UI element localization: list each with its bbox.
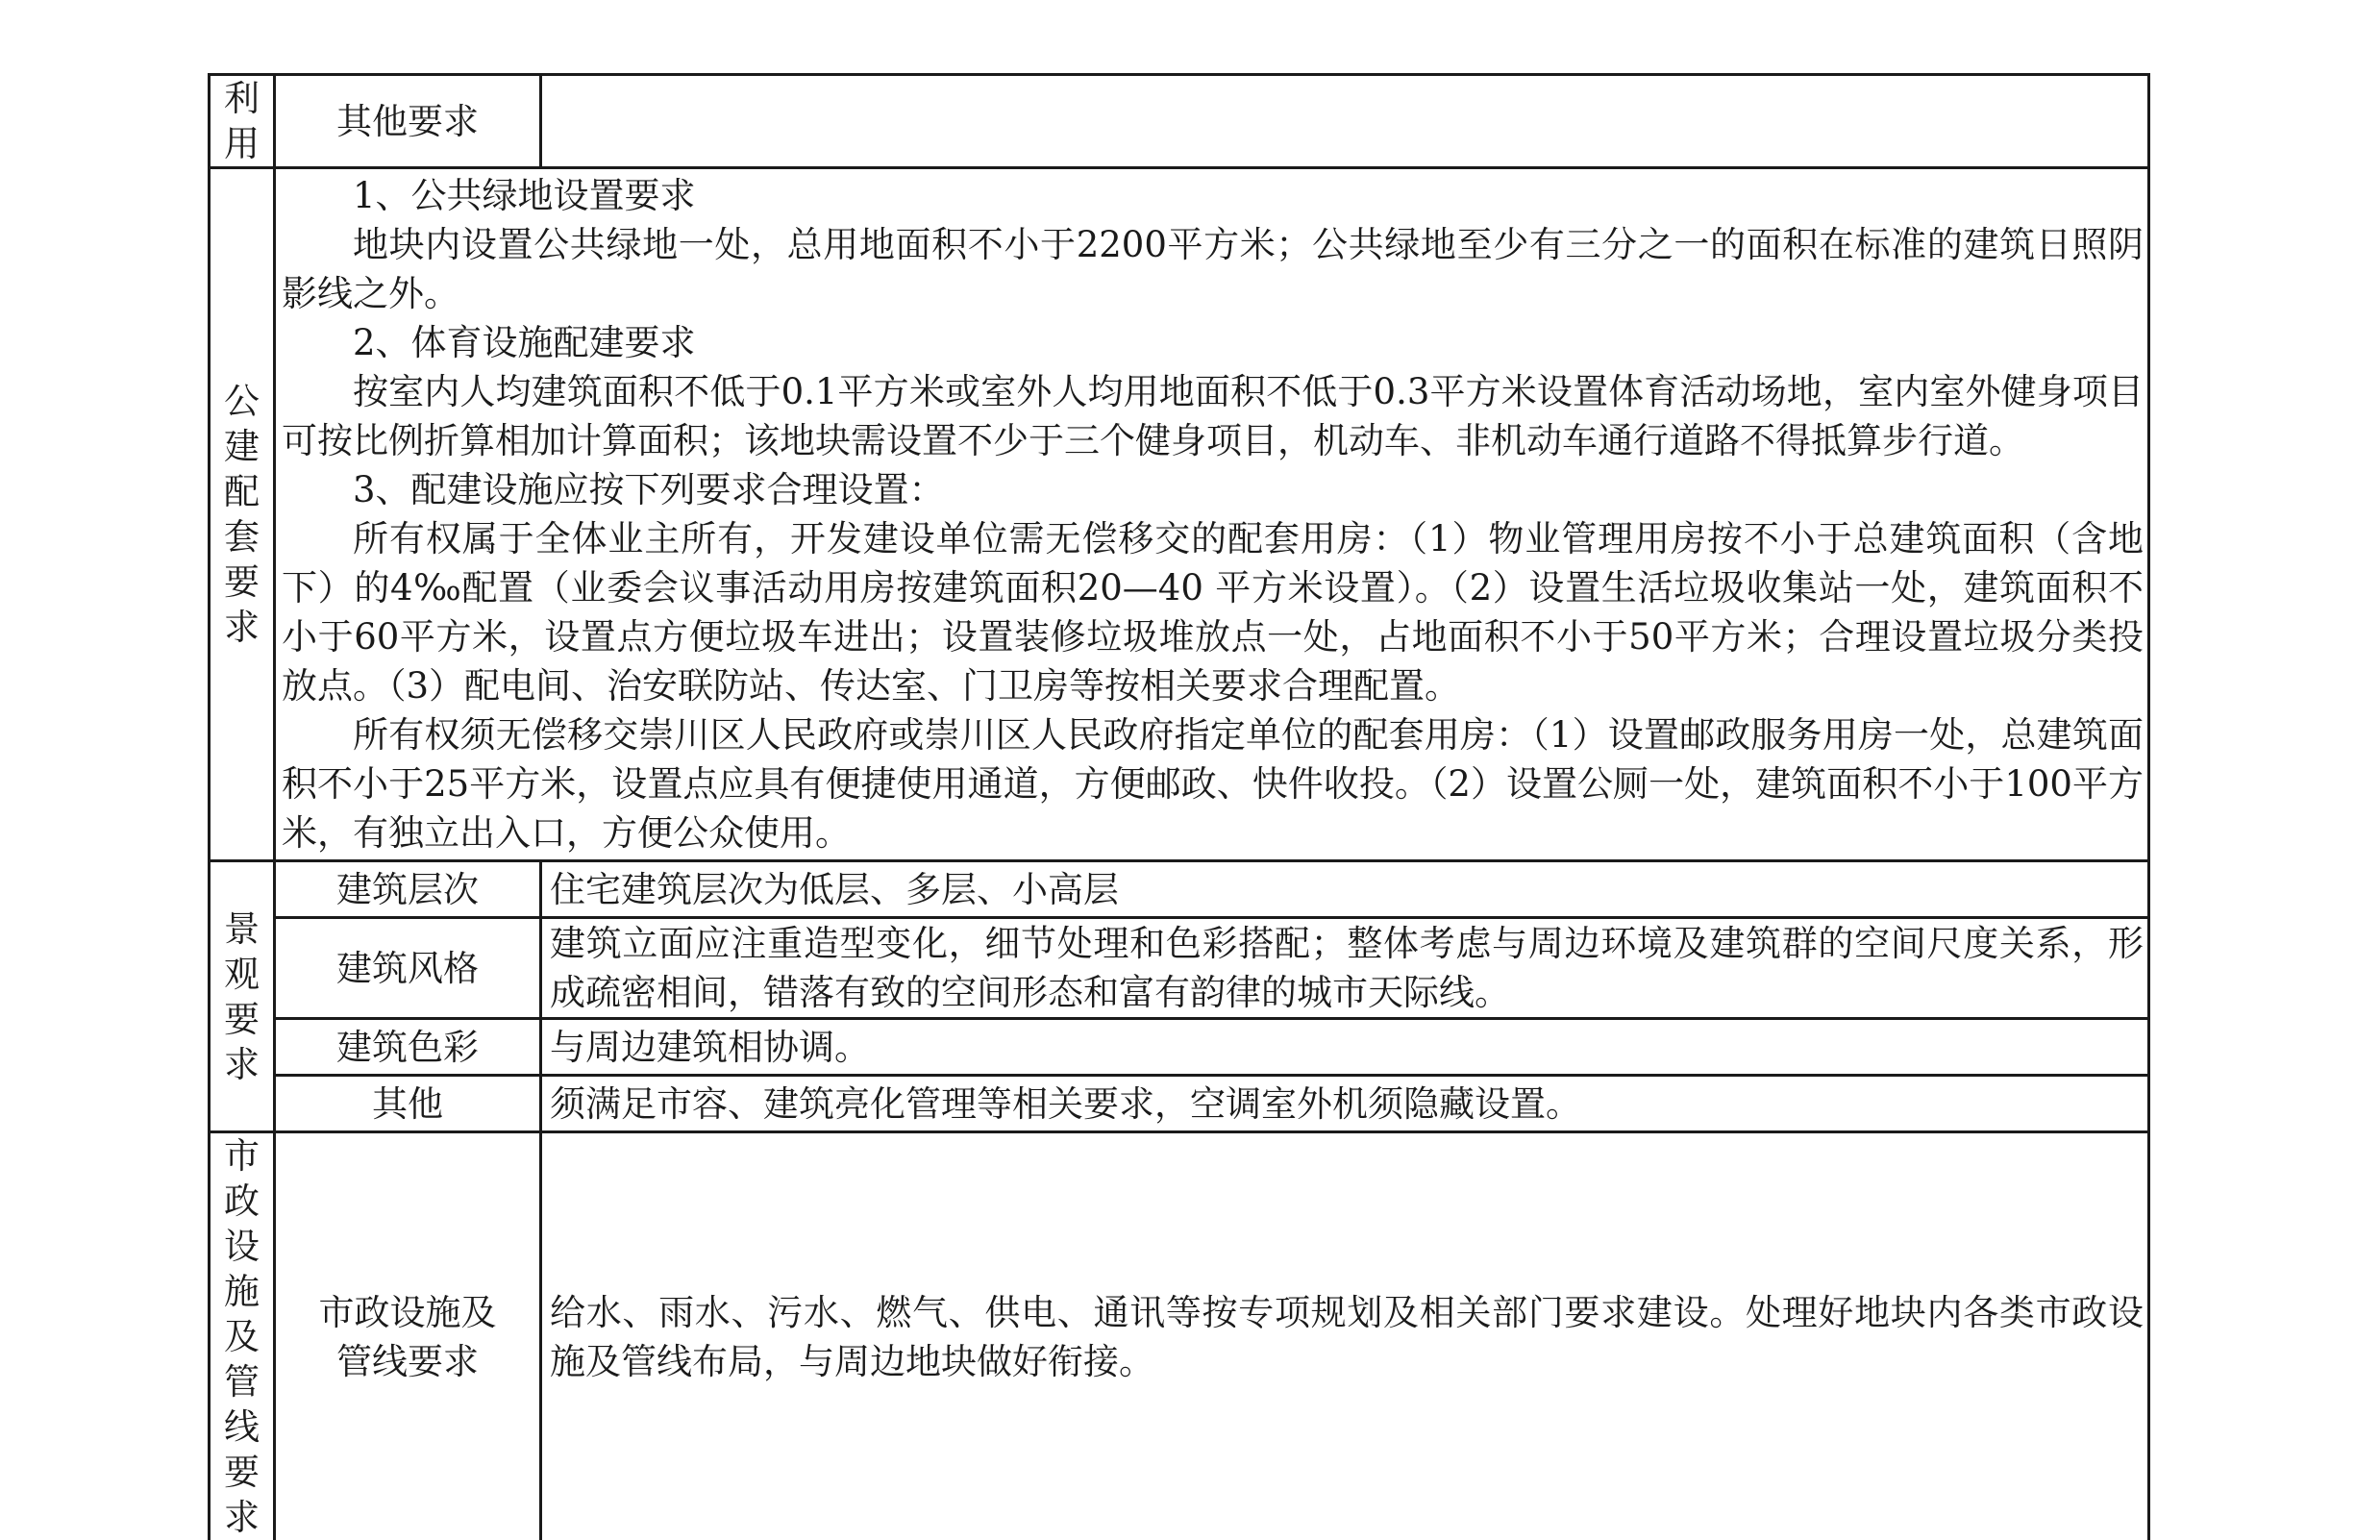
paragraph: 2、体育设施配建要求 [282,318,2144,367]
row-label-landscape-other: 其他 [275,1076,541,1132]
row-value-other-requirements [541,75,2149,168]
row-value-landscape-other: 须满足市容、建筑亮化管理等相关要求，空调室外机须隐藏设置。 [541,1076,2149,1132]
table-row [210,1132,2149,1540]
section-label-municipal: 市政设施及管线要求 [210,1132,275,1540]
table-row [210,1019,2149,1076]
public-facilities-content [275,168,2149,861]
paragraph: 3、配建设施应按下列要求合理设置： [282,465,2144,514]
paragraph: 所有权须无偿移交崇川区人民政府或崇川区人民政府指定单位的配套用房：（1）设置邮政服务用房一处，总建筑面积不小于25平方米，设置点应具有便捷使用通道，方便邮政、快件收投。（2）设置公厕一处，建筑面积不小于100平方米，有独立出入口，方便公众使用。 [282,710,2144,857]
row-label-building-style: 建筑风格 [275,918,541,1019]
section-label-public-facilities: 公建配套要求 [210,168,275,861]
table-row [210,1076,2149,1132]
row-value-building-style: 建筑立面应注重造型变化，细节处理和色彩搭配；整体考虑与周边环境及建筑群的空间尺度关系，形成疏密相间，错落有致的空间形态和富有韵律的城市天际线。 [541,918,2149,1019]
paragraph: 所有权属于全体业主所有，开发建设单位需无偿移交的配套用房：（1）物业管理用房按不小于总建筑面积（含地下）的4‰配置（业委会议事活动用房按建筑面积20—40 平方米设置）。（2）设置生活垃圾收集站一处，建筑面积不小于60平方米，设置点方便垃圾车进出；设置装修垃圾堆放点一处，占地面积不小于50平方米；合理设置垃圾分类投放点。（3）配电间、治安联防站、传达室、门卫房等按相关要求合理配置。 [282,514,2144,710]
section-label-land-use: 利用 [210,75,275,168]
paragraph: 按室内人均建筑面积不低于0.1平方米或室外人均用地面积不低于0.3平方米设置体育活动场地，室内室外健身项目可按比例折算相加计算面积；该地块需设置不少于三个健身项目，机动车、非机动车通行道路不得抵算步行道。 [282,367,2144,465]
row-label-municipal: 市政设施及管线要求 [275,1132,541,1540]
row-value-building-color: 与周边建筑相协调。 [541,1019,2149,1076]
paragraph: 1、公共绿地设置要求 [282,171,2144,220]
row-value-building-height: 住宅建筑层次为低层、多层、小高层 [541,861,2149,918]
paragraph: 地块内设置公共绿地一处，总用地面积不小于2200平方米；公共绿地至少有三分之一的面积在标准的建筑日照阴影线之外。 [282,220,2144,318]
row-label-building-color: 建筑色彩 [275,1019,541,1076]
section-label-landscape: 景观要求 [210,861,275,1132]
table-row [210,918,2149,1019]
planning-requirements-table [208,73,2150,1540]
table-row [210,168,2149,861]
table-row [210,75,2149,168]
table-row [210,861,2149,918]
row-label-building-height: 建筑层次 [275,861,541,918]
row-value-municipal: 给水、雨水、污水、燃气、供电、通讯等按专项规划及相关部门要求建设。处理好地块内各类市政设施及管线布局，与周边地块做好衔接。 [541,1132,2149,1540]
row-label-other-requirements: 其他要求 [275,75,541,168]
